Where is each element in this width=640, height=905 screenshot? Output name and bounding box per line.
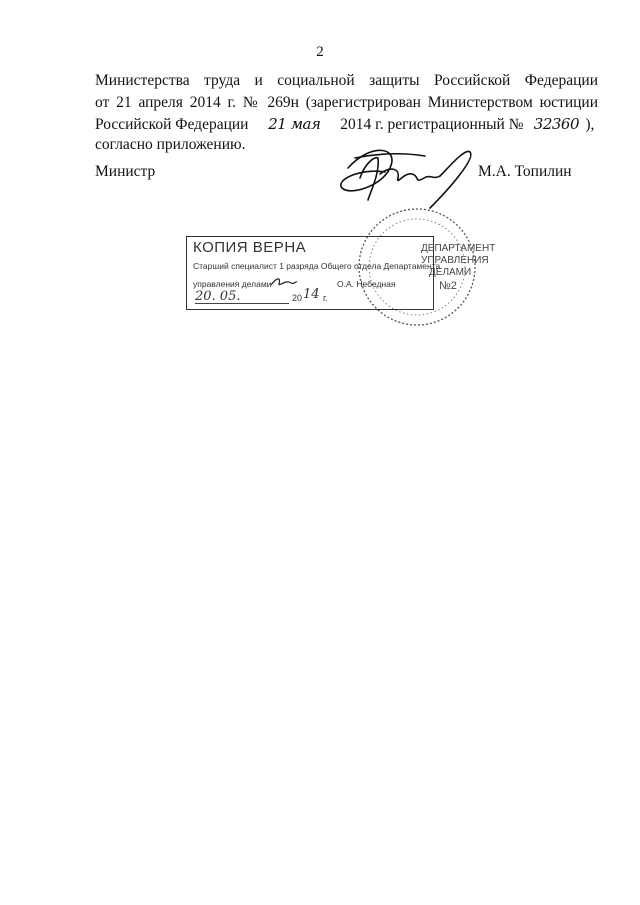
seal-number: №2 <box>439 280 457 292</box>
stamp-line-1: Старший специалист 1 разряда Общего отдела Департамента <box>193 261 441 271</box>
stamp-year-prefix: 20 <box>292 293 303 303</box>
line3-suffix: ), <box>585 116 595 133</box>
stamp-year-suffix: г. <box>323 293 328 303</box>
minister-name: М.А. Топилин <box>478 163 572 180</box>
seal-line-3: ДЕЛАМИ <box>429 267 472 278</box>
line3-prefix: Российской Федерации <box>95 116 249 133</box>
stamp-line-2-left: управления делами <box>193 279 272 289</box>
seal-line-2: УПРАВЛЕНИЯ <box>421 255 489 266</box>
stamp-handwritten-year: 14 <box>303 287 320 302</box>
stamp-title: КОПИЯ ВЕРНА <box>193 239 307 256</box>
minister-title: Министр <box>95 163 156 180</box>
stamp-signer-name: О.А. Небедная <box>337 279 396 289</box>
page-number: 2 <box>316 44 324 60</box>
handwritten-registration-date: 21 мая <box>268 115 321 133</box>
stamp-handwritten-date: 20. 05. <box>195 289 241 304</box>
seal-line-1: ДЕПАРТАМЕНТ <box>421 243 496 254</box>
line3-middle: 2014 г. регистрационный № <box>340 116 524 133</box>
copy-certification-stamp <box>186 236 441 310</box>
paragraph-line-4: согласно приложению. <box>95 136 246 153</box>
paragraph-line-1: Министерства труда и социальной защиты Российской Федерации <box>95 72 598 89</box>
stamp-initials-scribble <box>269 275 299 289</box>
paragraph-line-3 <box>95 114 598 135</box>
paragraph-line-2: от 21 апреля 2014 г. № 269н (зарегистрирован Министерством юстиции <box>95 94 598 111</box>
handwritten-registration-number: 32360 <box>533 115 579 133</box>
stamp-date-underline <box>195 303 289 304</box>
